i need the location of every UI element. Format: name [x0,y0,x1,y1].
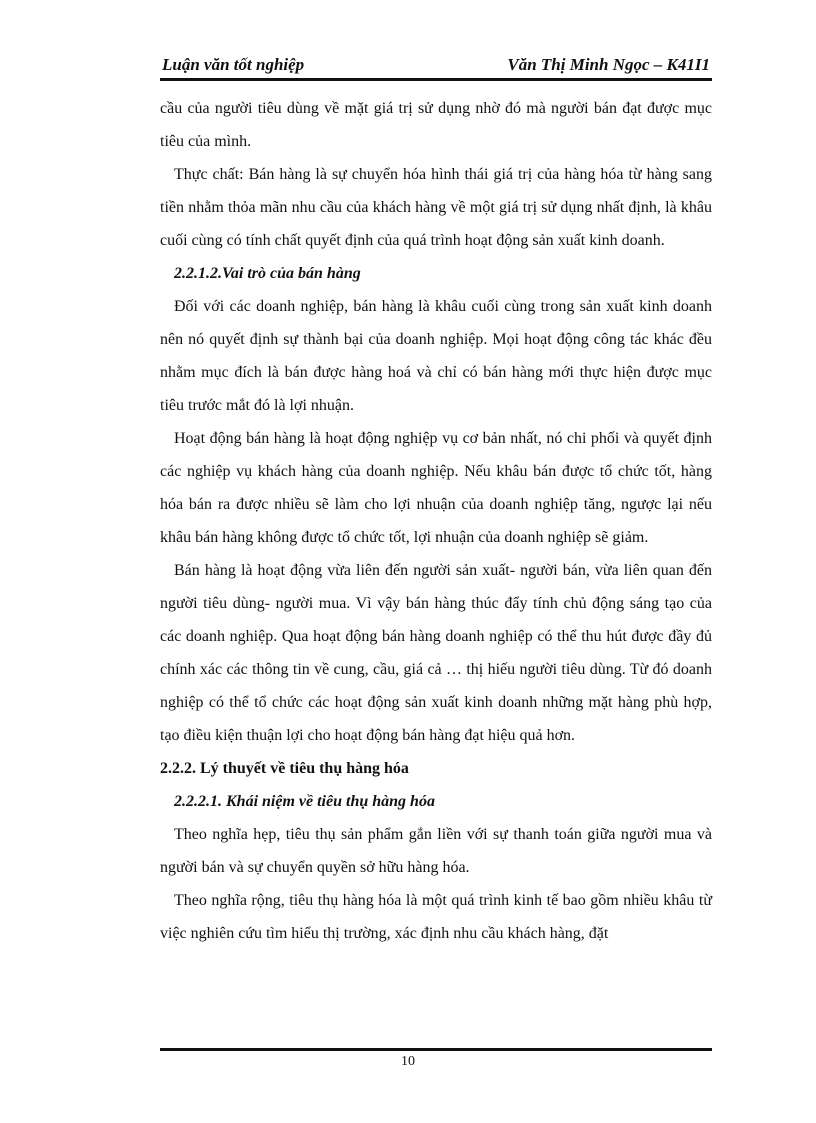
paragraph: Đối với các doanh nghiệp, bán hàng là khâu cuối cùng trong sản xuất kinh doanh nên nó quyết định sự thành bại của doanh nghiệp. Mọi hoạt động công tác khác đều nhằm mục đích là bán được hàng hoá và chỉ có bán hàng mới thực hiện được mục tiêu trước mắt đó là lợi nhuận. [160,298,712,414]
page-header [160,52,712,81]
section-heading: 2.2.1.2.Vai trò của bán hàng [174,265,361,282]
subsection-heading: 2.2.2.1. Khái niệm về tiêu thụ hàng hóa [174,793,435,810]
paragraph: Thực chất: Bán hàng là sự chuyển hóa hình thái giá trị của hàng hóa từ hàng sang tiền nhằm thỏa mãn nhu cầu của khách hàng về một giá trị sử dụng nhất định, là khâu cuối cùng có tính chất quyết định của quá trình hoạt động sản xuất kinh doanh. [160,166,712,249]
paragraph: Hoạt động bán hàng là hoạt động nghiệp vụ cơ bản nhất, nó chi phối và quyết định các nghiệp vụ khách hàng của doanh nghiệp. Nếu khâu bán được tổ chức tốt, hàng hóa bán ra được nhiều sẽ làm cho lợi nhuận của doanh nghiệp tăng, ngược lại nếu khâu bán hàng không được tổ chức tốt, lợi nhuận của doanh nghiệp sẽ giảm. [160,430,712,546]
page-number: 10 [401,1054,415,1069]
paragraph: Theo nghĩa rộng, tiêu thụ hàng hóa là một quá trình kinh tế bao gồm nhiều khâu từ việc nghiên cứu tìm hiểu thị trường, xác định nhu cầu khách hàng, đặt [160,892,712,942]
paragraph: Theo nghĩa hẹp, tiêu thụ sản phẩm gắn liền với sự thanh toán giữa người mua và người bán và sự chuyển quyền sở hữu hàng hóa. [160,826,712,876]
footer-divider [160,1048,712,1051]
paragraph: cầu của người tiêu dùng về mặt giá trị sử dụng nhờ đó mà người bán đạt được mục tiêu của mình. [160,100,712,150]
paragraph: Bán hàng là hoạt động vừa liên đến người sản xuất- người bán, vừa liên quan đến người tiêu dùng- người mua. Vì vậy bán hàng thúc đẩy tính chủ động sáng tạo của các doanh nghiệp. Qua hoạt động bán hàng doanh nghiệp có thể thu hút được đầy đủ chính xác các thông tin về cung, cầu, giá cả … thị hiếu người tiêu dùng. Từ đó doanh nghiệp có thể tổ chức các hoạt động sản xuất kinh doanh những mặt hàng phù hợp, tạo điều kiện thuận lợi cho hoạt động bán hàng đạt hiệu quả hơn. [160,562,712,744]
section-heading: 2.2.2. Lý thuyết về tiêu thụ hàng hóa [160,760,409,777]
header-author: Văn Thị Minh Ngọc – K41I1 [507,55,710,74]
header-title: Luận văn tốt nghiệp [162,55,305,74]
page-body [160,92,712,950]
